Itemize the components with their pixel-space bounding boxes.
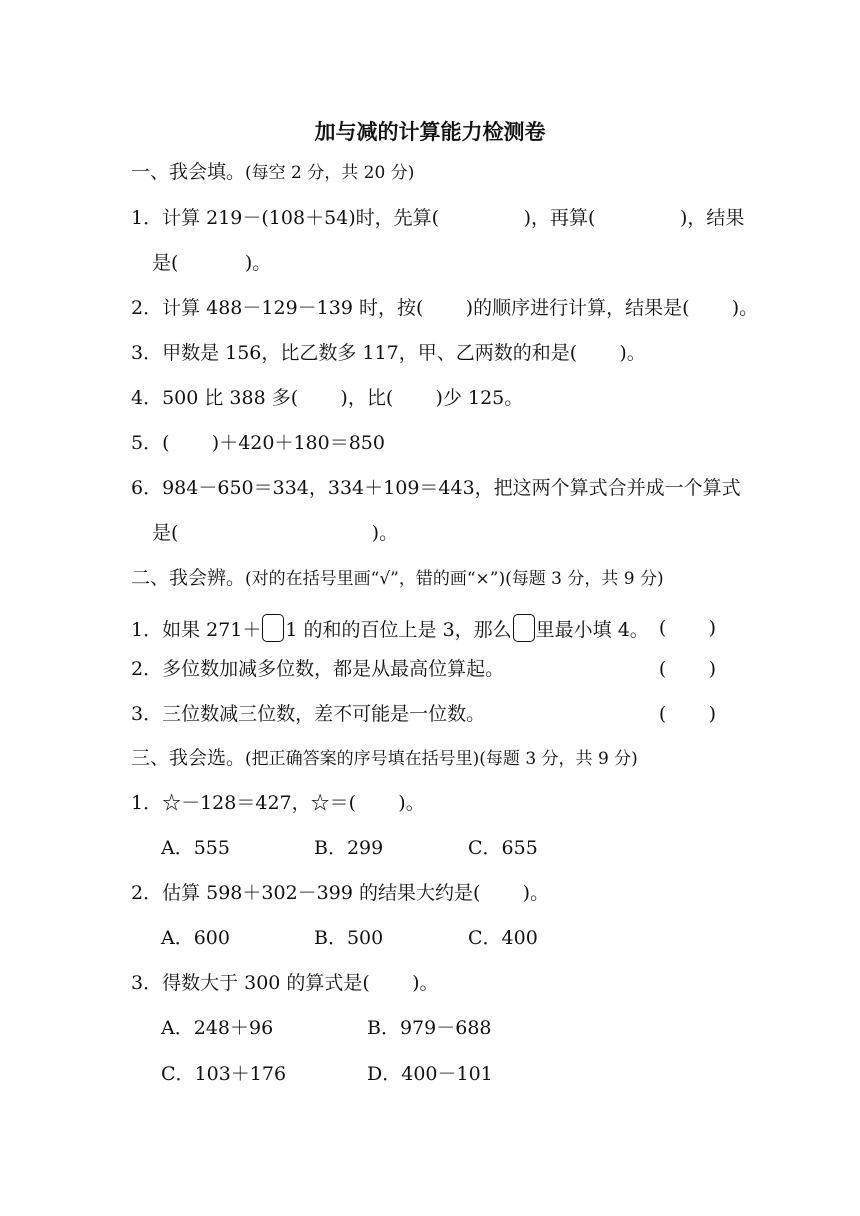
s2-q1-part-b: 1 的和的百位上是 3，那么 [285,619,512,641]
s1-question-6-line-1: 6．984－650＝334，334＋109＝443，把这两个算式合并成一个算式 [131,477,741,499]
section-2-title: 二、我会辨。 [131,567,246,589]
s3-question-2: 2．估算 598＋302－399 的结果大约是( )。 [131,882,550,904]
s3-q2-option-c: C．400 [468,927,538,949]
s3-q3-option-c: C．103＋176 [161,1063,287,1085]
s3-q1-option-c: C．655 [468,837,538,859]
s1-question-6-line-2: 是( )。 [152,522,399,544]
s2-q3-answer-paren: ( ) [658,703,716,725]
s3-q1-option-b: B．299 [314,837,384,859]
page-title: 加与减的计算能力检测卷 [314,120,546,144]
section-1-note: (每空 2 分，共 20 分) [245,163,415,183]
s2-q1-part-a: 1．如果 271＋ [131,619,262,641]
s1-question-1-line-2: 是( )。 [152,252,272,274]
s1-question-3: 3．甲数是 156，比乙数多 117，甲、乙两数的和是( )。 [131,342,646,364]
section-1-heading [131,160,414,185]
s2-q1-answer-paren: ( ) [658,617,716,639]
s1-question-2: 2．计算 488－129－139 时，按( )的顺序进行计算，结果是( )。 [131,297,759,319]
s3-q2-option-b: B．500 [314,927,384,949]
section-3-heading [131,746,638,771]
s3-q3-option-b: B．979－688 [367,1017,492,1039]
s3-question-1: 1．☆－128＝427，☆＝( )。 [131,792,425,814]
s1-question-5: 5．( )＋420＋180＝850 [131,432,385,454]
s2-q2-answer-paren: ( ) [658,658,716,680]
s1-question-4: 4．500 比 388 多( )，比( )少 125。 [131,387,524,409]
s2-question-2: 2．多位数加减多位数，都是从最高位算起。 [131,658,505,680]
s3-q1-option-a: A．555 [161,837,230,859]
s3-q3-option-d: D．400－101 [367,1063,493,1085]
section-3-title: 三、我会选。 [131,747,246,769]
s3-question-3: 3．得数大于 300 的算式是( )。 [131,972,439,994]
section-2-heading [131,566,664,591]
s3-q3-option-a: A．248＋96 [161,1017,274,1039]
s2-question-3: 3．三位数减三位数，差不可能是一位数。 [131,703,486,725]
s1-question-1-line-1: 1．计算 219－(108＋54)时，先算( )，再算( )，结果 [131,207,745,229]
blank-box [262,614,284,642]
section-3-note: (把正确答案的序号填在括号里)(每题 3 分，共 9 分) [245,749,638,769]
blank-box [513,614,535,642]
section-2-note: (对的在括号里画“√”，错的画“×”)(每题 3 分，共 9 分) [245,569,664,589]
s2-q1-part-c: 里最小填 4。 [535,619,649,641]
s3-q2-option-a: A．600 [161,927,230,949]
s2-question-1 [131,614,649,642]
section-1-title: 一、我会填。 [131,161,246,183]
